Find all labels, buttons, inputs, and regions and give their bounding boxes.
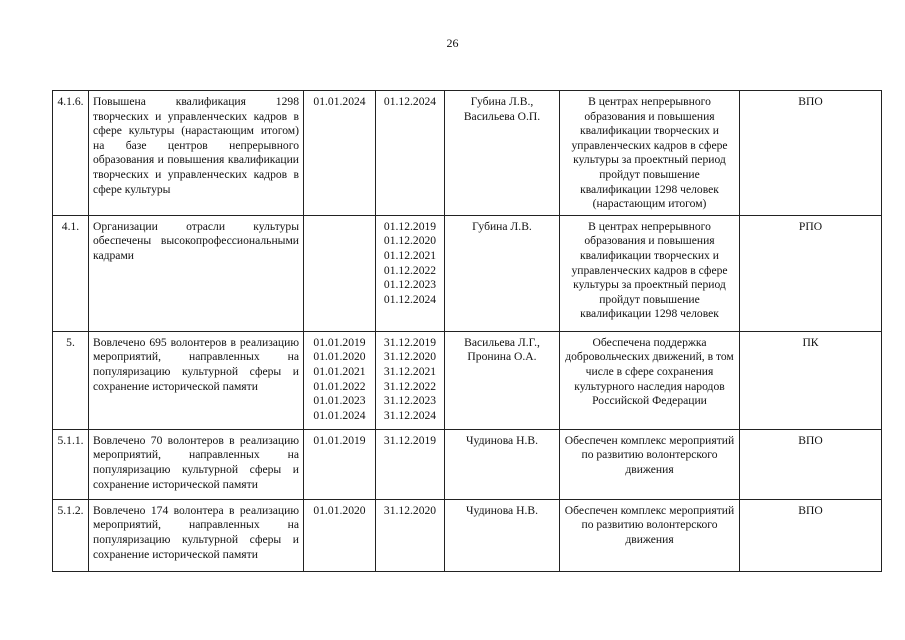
responsible-persons xyxy=(445,499,560,571)
start-date: 01.01.2021 xyxy=(313,364,366,378)
end-date: 01.12.2019 xyxy=(383,219,437,233)
result-description: Обеспечен комплекс мероприятий по развитию волонтерского движения xyxy=(560,429,740,499)
responsible-person: Губина Л.В., xyxy=(470,95,534,108)
result-name: Вовлечено 174 волонтера в реализацию мероприятий, направленных на популяризацию культурной сферы и сохранение исторической памяти xyxy=(89,499,304,571)
responsible-person: Чудинова Н.В. xyxy=(466,433,538,447)
start-date: 01.01.2020 xyxy=(313,350,366,364)
start-date: 01.01.2022 xyxy=(313,379,366,393)
start-dates xyxy=(304,331,376,429)
control-level: ВПО xyxy=(740,429,882,499)
end-date: 01.12.2023 xyxy=(383,278,437,292)
end-date: 01.12.2024 xyxy=(383,95,437,108)
start-date: 01.01.2020 xyxy=(313,503,366,517)
start-dates xyxy=(304,215,376,331)
start-dates xyxy=(304,499,376,571)
row-number: 5.1.2. xyxy=(53,499,89,571)
table-row xyxy=(53,215,882,331)
responsible-person: Чудинова Н.В. xyxy=(466,503,538,517)
responsible-persons xyxy=(445,91,560,216)
end-dates xyxy=(376,331,445,429)
page-number: 26 xyxy=(446,36,459,50)
project-plan-table xyxy=(52,90,882,572)
end-dates xyxy=(376,499,445,571)
responsible-persons xyxy=(445,215,560,331)
end-date: 31.12.2020 xyxy=(383,350,437,364)
table-row xyxy=(53,331,882,429)
end-date: 01.12.2022 xyxy=(383,263,437,277)
start-dates xyxy=(304,91,376,216)
end-date: 01.12.2021 xyxy=(383,248,437,262)
row-number: 5.1.1. xyxy=(53,429,89,499)
end-dates xyxy=(376,215,445,331)
end-date: 01.12.2020 xyxy=(383,234,437,248)
responsible-person: Васильева О.П. xyxy=(463,109,541,123)
end-date: 31.12.2022 xyxy=(383,379,437,393)
end-date: 31.12.2019 xyxy=(383,433,437,447)
result-name: Организации отрасли культуры обеспечены высокопрофессиональными кадрами xyxy=(89,215,304,331)
table-row xyxy=(53,499,882,571)
end-date: 31.12.2019 xyxy=(383,335,437,349)
end-date: 31.12.2020 xyxy=(383,503,437,517)
result-description: В центрах непрерывного образования и повышения квалификации творческих и управленческих кадров в сфере культуры за проектный период пройдут повышение квалификации 1298 человек xyxy=(560,215,740,331)
control-level: ПК xyxy=(740,331,882,429)
responsible-person: Васильева Л.Г., xyxy=(464,335,540,349)
start-date: 01.01.2023 xyxy=(313,394,366,408)
control-level: РПО xyxy=(740,215,882,331)
end-date: 31.12.2023 xyxy=(383,394,437,408)
row-number: 5. xyxy=(53,331,89,429)
result-description: В центрах непрерывного образования и повышения квалификации творческих и управленческих кадров в сфере культуры за проектный период пройдут повышение квалификации 1298 человек (нарастающим итогом) xyxy=(560,91,740,216)
control-level: ВПО xyxy=(740,499,882,571)
row-number: 4.1.6. xyxy=(53,91,89,216)
responsible-persons xyxy=(445,429,560,499)
table-row xyxy=(53,91,882,216)
result-name: Вовлечено 695 волонтеров в реализацию мероприятий, направленных на популяризацию культурной сферы и сохранение исторической памяти xyxy=(89,331,304,429)
result-name: Вовлечено 70 волонтеров в реализацию мероприятий, направленных на популяризацию культурной сферы и сохранение исторической памяти xyxy=(89,429,304,499)
result-description: Обеспечена поддержка добровольческих движений, в том числе в сфере сохранения культурного наследия народов Российской Федерации xyxy=(560,331,740,429)
end-date: 31.12.2021 xyxy=(383,364,437,378)
responsible-person: Губина Л.В. xyxy=(472,219,532,233)
result-description: Обеспечен комплекс мероприятий по развитию волонтерского движения xyxy=(560,499,740,571)
row-number: 4.1. xyxy=(53,215,89,331)
responsible-persons xyxy=(445,331,560,429)
end-dates xyxy=(376,429,445,499)
start-dates xyxy=(304,429,376,499)
end-dates xyxy=(376,91,445,216)
start-date: 01.01.2019 xyxy=(313,335,366,349)
start-date: 01.01.2019 xyxy=(313,433,366,447)
start-date: 01.01.2024 xyxy=(313,408,366,422)
responsible-person: Пронина О.А. xyxy=(467,350,537,364)
result-name: Повышена квалификация 1298 творческих и управленческих кадров в сфере культуры (нарастающим итогом) на базе центров непрерывного образования и повышения квалификации творческих и управленческих кадров в сфере культуры xyxy=(89,91,304,216)
start-date: 01.01.2024 xyxy=(313,95,366,108)
control-level: ВПО xyxy=(740,91,882,216)
table-row xyxy=(53,429,882,499)
end-date: 01.12.2024 xyxy=(383,292,437,306)
end-date: 31.12.2024 xyxy=(383,408,437,422)
